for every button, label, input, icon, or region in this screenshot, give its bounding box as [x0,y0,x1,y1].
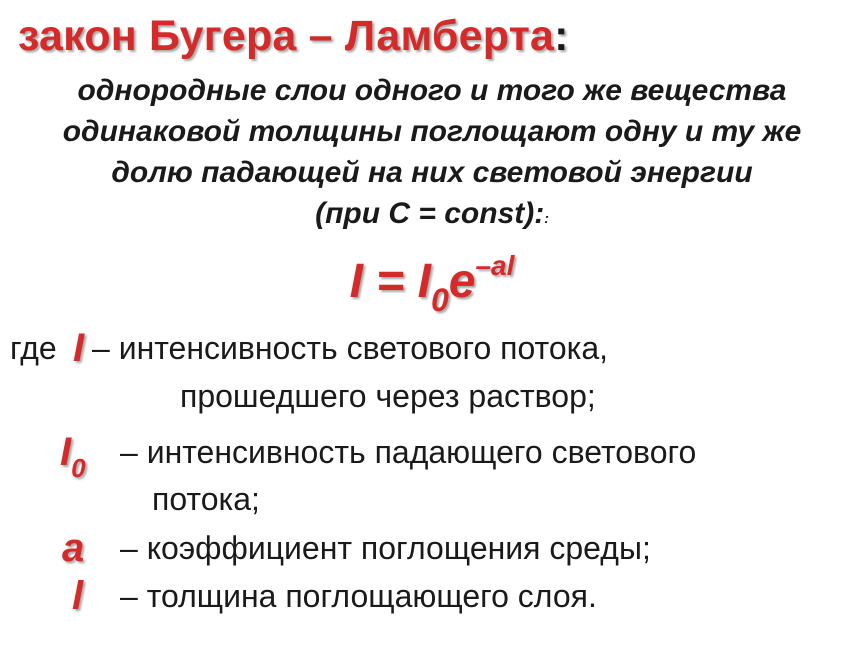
title-colon: : [554,12,569,60]
condition-text: (при С = const): [315,197,545,230]
legend-item-1-line-2: прошедшего через раствор; [180,378,596,414]
legend-item-1-line-1: – интенсивность светового потока, [92,330,609,366]
definition-line-2: одинаковой толщины поглощают одну и ту же [62,115,802,148]
definition-condition [0,193,864,239]
legend-item-2-line-1: – интенсивность падающего светового [120,434,697,470]
legend-symbol-a: a [62,526,85,570]
law-definition [0,70,864,239]
legend-symbol-i0-sub: 0 [71,453,86,483]
legend-symbol-i: I [73,326,85,370]
slide-title [18,12,569,61]
condition-tail: : [544,210,549,226]
legend-where: где [10,330,57,366]
formula-base: I [417,255,431,308]
formula-exponent: –al [475,250,515,281]
formula-exp-base: e [448,255,476,308]
formula-lhs: I [349,255,363,308]
legend-item-2-line-2: потока; [152,481,260,517]
formula [0,250,864,319]
title-text: закон Бугера – Ламберта [18,12,555,60]
definition-line-3: долю падающей на них световой энергии [111,156,753,189]
legend-symbol-i0-base: I [60,430,72,474]
legend-symbol-i0 [60,430,86,484]
definition-line-1: однородные слои одного и того же вещества [77,74,787,107]
legend-item-intensity-passed [10,330,57,367]
formula-subscript: 0 [430,282,449,318]
legend-symbol-l: l [72,574,84,618]
legend-item-4-line-1: – толщина поглощающего слоя. [120,578,597,614]
formula-equals: = [362,255,418,308]
legend-item-3-line-1: – коэффициент поглощения среды; [120,530,651,566]
